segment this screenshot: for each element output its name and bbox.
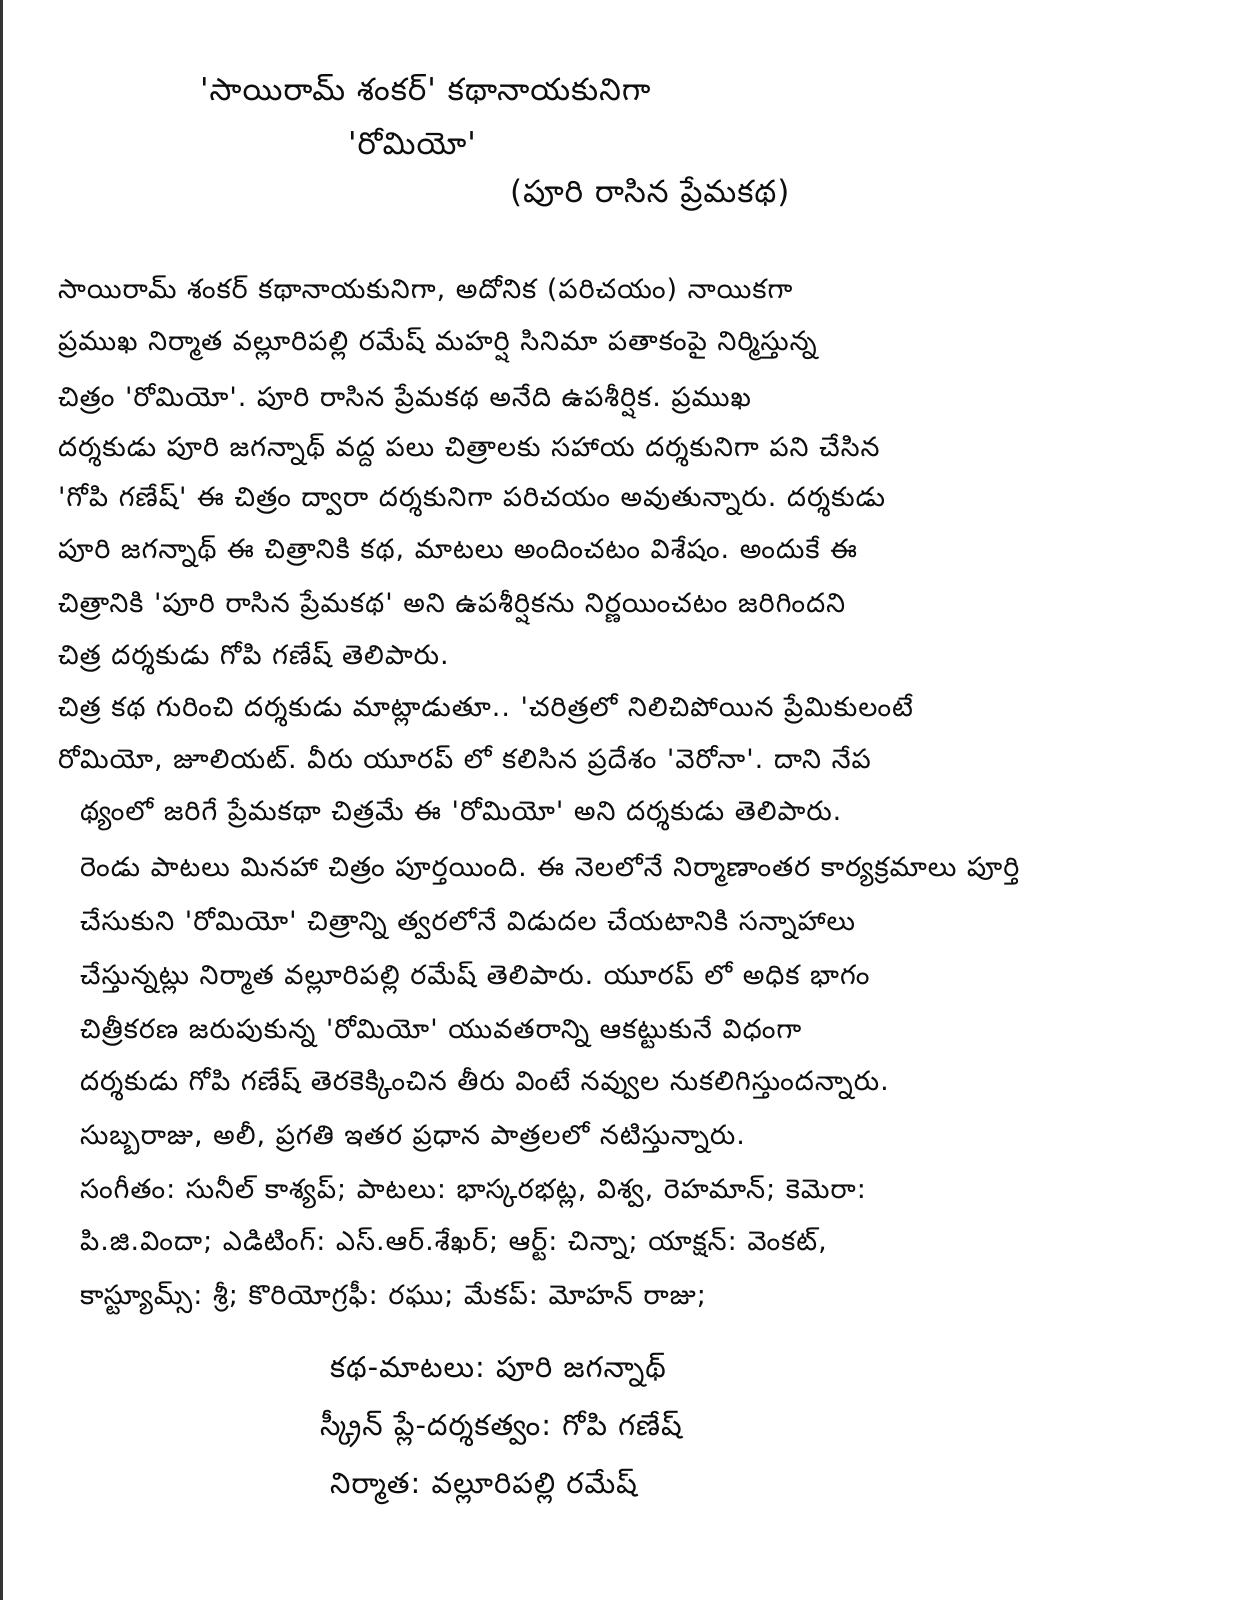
credit-producer: నిర్మాత: వల్లూరిపల్లి రమేష్: [330, 1466, 638, 1500]
body-line: పూరి జగన్నాథ్ ఈ చిత్రానికి కథ, మాటలు అందించటం విశేషం. అందుకే ఈ: [58, 534, 858, 565]
body-line: చిత్రీకరణ జరుపుకున్న 'రోమియో' యువతరాన్ని ఆకట్టుకునే విధంగా: [80, 1014, 803, 1045]
body-line: చేసుకుని 'రోమియో' చిత్రాన్ని త్వరలోనే విడుదల చేయటానికి సన్నాహాలు: [80, 906, 856, 937]
body-line: చిత్ర దర్శకుడు గోపి గణేష్ తెలిపారు.: [58, 640, 450, 671]
body-line: 'గోపి గణేష్' ఈ చిత్రం ద్వారా దర్శకునిగా పరిచయం అవుతున్నారు. దర్శకుడు: [58, 482, 886, 513]
body-line: సాయిరామ్ శంకర్ కథానాయకునిగా, అదోనిక (పరిచయం) నాయికగా: [58, 274, 794, 305]
body-line: కాస్ట్యూమ్స్: శ్రీ; కొరియోగ్రఫీ: రఘు; మేకప్: మోహన్ రాజు;: [80, 1280, 707, 1311]
body-line: దర్శకుడు గోపి గణేష్ తెరకెక్కించిన తీరు వింటే నవ్వుల నుకలిగిస్తుందన్నారు.: [80, 1066, 890, 1097]
body-line: చిత్ర కథ గురించి దర్శకుడు మాట్లాడుతూ.. 'చరిత్రలో నిలిచిపోయిన ప్రేమికులంటే: [58, 692, 914, 723]
body-line: థ్యంలో జరిగే ప్రేమకథా చిత్రమే ఈ 'రోమియో' అని దర్శకుడు తెలిపారు.: [80, 796, 843, 827]
body-line: పి.జి.విందా; ఎడిటింగ్: ఎస్.ఆర్.శేఖర్; ఆర్ట్: చిన్నా; యాక్షన్: వెంకట్,: [80, 1226, 828, 1257]
scan-edge-mark: [0, 0, 3, 1600]
body-line: సంగీతం: సునీల్ కాశ్యప్; పాటలు: భాస్కరభట్ల, విశ్వ, రెహమాన్; కెమెరా:: [80, 1174, 867, 1205]
title-line-2: 'రోమియో': [348, 126, 477, 162]
body-line: చిత్రం 'రోమియో'. పూరి రాసిన ప్రేమకథ అనేది ఉపశీర్షిక. ప్రముఖ: [58, 382, 752, 413]
body-line: చేస్తున్నట్లు నిర్మాత వల్లూరిపల్లి రమేష్ తెలిపారు. యూరప్ లో అధిక భాగం: [80, 960, 871, 991]
credit-story-dialogue: కథ-మాటలు: పూరి జగన్నాథ్: [330, 1350, 667, 1384]
body-line: రెండు పాటలు మినహా చిత్రం పూర్తయింది. ఈ నెలలోనే నిర్మాణాంతర కార్యక్రమాలు పూర్తి: [80, 852, 1021, 883]
title-line-1: 'సాయిరామ్ శంకర్' కథానాయకునిగా: [200, 72, 652, 108]
body-line: దర్శకుడు పూరి జగన్నాథ్ వద్ద పలు చిత్రాలకు సహాయ దర్శకునిగా పని చేసిన: [58, 432, 881, 463]
credit-screenplay-direction: స్క్రీన్ ప్లే-దర్శకత్వం: గోపి గణేష్: [320, 1408, 683, 1442]
body-line: రోమియో, జూలియట్. వీరు యూరప్ లో కలిసిన ప్రదేశం 'వెరోనా'. దాని నేప: [58, 744, 872, 775]
body-line: చిత్రానికి 'పూరి రాసిన ప్రేమకథ' అని ఉపశీర్షికను నిర్ణయించటం జరిగిందని: [58, 588, 847, 619]
body-line: సుబ్బరాజు, అలీ, ప్రగతి ఇతర ప్రధాన పాత్రలలో నటిస్తున్నారు.: [80, 1120, 746, 1151]
title-line-3: (పూరి రాసిన ప్రేమకథ): [510, 174, 791, 210]
body-line: ప్రముఖ నిర్మాత వల్లూరిపల్లి రమేష్ మహర్షి సినిమా పతాకంపై నిర్మిస్తున్న: [58, 326, 818, 357]
